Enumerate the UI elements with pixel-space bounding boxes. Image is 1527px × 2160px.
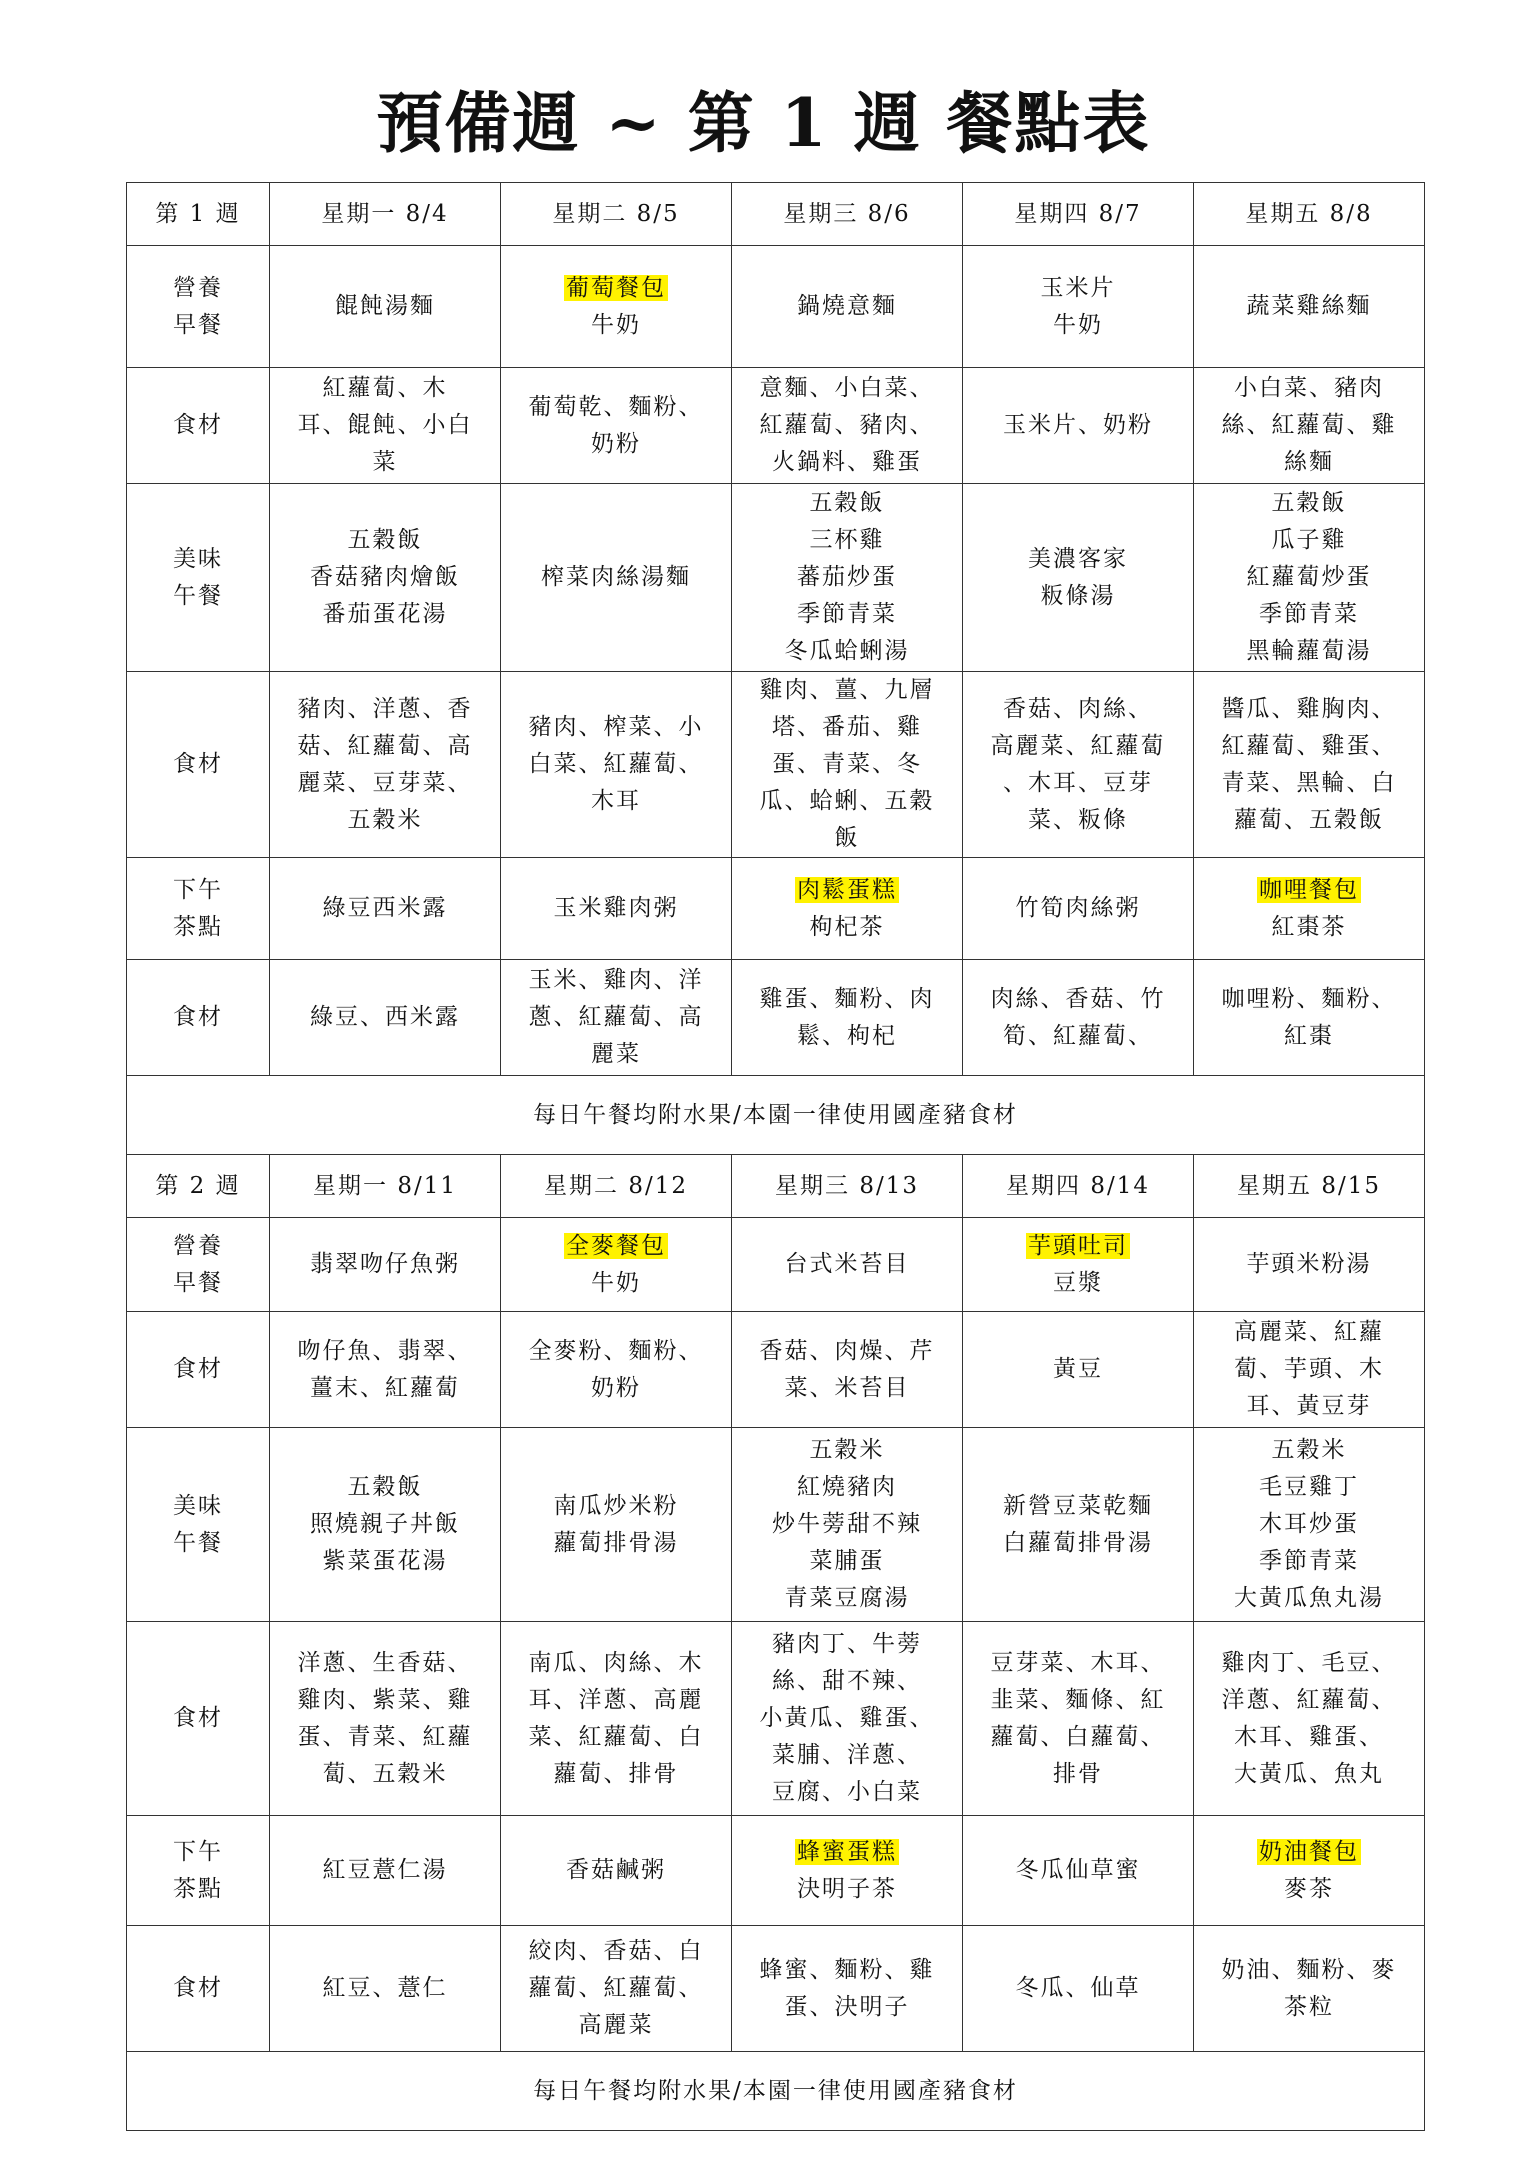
lunch-cell <box>963 1428 1194 1622</box>
ingredients-cell <box>501 1926 732 2052</box>
fruit-note: 每日午餐均附水果/本園一律使用國產豬食材 <box>127 2052 1425 2131</box>
lunch-cell <box>270 1428 501 1622</box>
menu-item: 蔬菜雞絲麵 <box>1246 293 1372 319</box>
lunch-cell <box>501 1428 732 1622</box>
ingredients-text: 意麵、小白菜、 紅蘿蔔、豬肉、 火鍋料、雞蛋 <box>759 375 935 475</box>
highlighted-item: 奶油餐包 <box>1259 1838 1359 1865</box>
snack-cell <box>1194 1816 1425 1926</box>
row-label: 下午 茶點 <box>127 858 270 960</box>
menu-item: 南瓜炒米粉 蘿蔔排骨湯 <box>553 1492 679 1556</box>
ingredients-text: 玉米片、奶粉 <box>1003 412 1153 438</box>
menu-item: 榨菜肉絲湯麵 <box>541 564 691 590</box>
breakfast-cell <box>963 246 1194 368</box>
snack-cell <box>963 1816 1194 1926</box>
ingredients-text: 豬肉、榨菜、小 白菜、紅蘿蔔、 木耳 <box>528 714 704 814</box>
ingredients-text: 高麗菜、紅蘿 蔔、芋頭、木 耳、黃豆芽 <box>1234 1319 1384 1419</box>
ingredients-text: 豬肉丁、牛蒡 絲、甜不辣、 小黃瓜、雞蛋、 菜脯、洋蔥、 豆腐、小白菜 <box>759 1631 935 1805</box>
menu-item: 芋頭米粉湯 <box>1246 1251 1372 1277</box>
row-label: 食材 <box>127 960 270 1076</box>
breakfast-cell <box>501 1218 732 1312</box>
breakfast-cell <box>1194 1218 1425 1312</box>
snack-ing-row <box>127 960 1425 1076</box>
day-header: 星期二 8/5 <box>501 183 732 246</box>
day-header: 星期五 8/8 <box>1194 183 1425 246</box>
row-label: 食材 <box>127 672 270 858</box>
page-title: 預備週 ~ 第 1 週 餐點表 <box>376 84 1151 162</box>
day-header: 星期三 8/6 <box>732 183 963 246</box>
ingredients-text: 香菇、肉絲、 高麗菜、紅蘿蔔 、木耳、豆芽 菜、粄條 <box>990 695 1166 833</box>
fruit-note: 每日午餐均附水果/本園一律使用國產豬食材 <box>127 1076 1425 1155</box>
ingredients-cell <box>1194 1926 1425 2052</box>
highlighted-item: 咖哩餐包 <box>1259 876 1359 903</box>
menu-item: 玉米片 牛奶 <box>1040 274 1116 338</box>
menu-item: 五穀飯 三杯雞 蕃茄炒蛋 季節青菜 冬瓜蛤蜊湯 <box>784 490 910 664</box>
day-header: 星期一 8/4 <box>270 183 501 246</box>
ingredients-text: 紅蘿蔔、木 耳、餛飩、小白 菜 <box>297 375 473 475</box>
highlighted-item: 全麥餐包 <box>566 1232 666 1259</box>
snack-cell <box>270 858 501 960</box>
menu-item: 決明子茶 <box>797 1875 897 1902</box>
ingredients-cell <box>963 672 1194 858</box>
day-header: 星期四 8/14 <box>963 1155 1194 1218</box>
ingredients-text: 南瓜、肉絲、木 耳、洋蔥、高麗 菜、紅蘿蔔、白 蘿蔔、排骨 <box>528 1649 704 1787</box>
ingredients-cell <box>732 672 963 858</box>
snack-cell <box>963 858 1194 960</box>
row-label: 營養 早餐 <box>127 246 270 368</box>
menu-item: 台式米苔目 <box>784 1251 910 1277</box>
menu-item: 紅豆薏仁湯 <box>322 1857 448 1883</box>
menu-item: 紅棗茶 <box>1271 913 1347 940</box>
highlighted-item: 葡萄餐包 <box>566 274 666 301</box>
menu-item: 牛奶 <box>591 311 641 338</box>
snack-cell <box>270 1816 501 1926</box>
snack-cell <box>732 858 963 960</box>
lunch-row <box>127 484 1425 672</box>
ingredients-cell <box>270 960 501 1076</box>
menu-item: 五穀米 紅燒豬肉 炒牛蒡甜不辣 菜脯蛋 青菜豆腐湯 <box>772 1437 922 1611</box>
row-label: 食材 <box>127 1622 270 1816</box>
menu-item: 香菇鹹粥 <box>566 1857 666 1883</box>
ingredients-cell <box>732 960 963 1076</box>
ingredients-text: 綠豆、西米露 <box>310 1004 460 1030</box>
ingredients-text: 吻仔魚、翡翠、 薑末、紅蘿蔔 <box>297 1337 473 1401</box>
ingredients-text: 玉米、雞肉、洋 蔥、紅蘿蔔、高 麗菜 <box>528 967 704 1067</box>
lunch-cell <box>732 484 963 672</box>
breakfast-cell <box>963 1218 1194 1312</box>
ingredients-text: 蜂蜜、麵粉、雞 蛋、決明子 <box>759 1956 935 2020</box>
ingredients-cell <box>1194 1622 1425 1816</box>
ingredients-text: 黃豆 <box>1053 1356 1103 1382</box>
ingredients-cell <box>270 368 501 484</box>
row-label: 營養 早餐 <box>127 1218 270 1312</box>
ingredients-text: 奶油、麵粉、麥 茶粒 <box>1221 1956 1397 2020</box>
menu-item: 綠豆西米露 <box>322 895 448 921</box>
breakfast-cell <box>732 246 963 368</box>
day-header: 星期三 8/13 <box>732 1155 963 1218</box>
lunch-cell <box>501 484 732 672</box>
ingredients-cell <box>270 1622 501 1816</box>
ingredients-text: 全麥粉、麵粉、 奶粉 <box>528 1337 704 1401</box>
snack-cell <box>1194 858 1425 960</box>
day-header: 星期一 8/11 <box>270 1155 501 1218</box>
highlighted-item: 蜂蜜蛋糕 <box>797 1838 897 1865</box>
ingredients-text: 小白菜、豬肉 絲、紅蘿蔔、雞 絲麵 <box>1221 375 1397 475</box>
ingredients-cell <box>501 672 732 858</box>
lunch-cell <box>963 484 1194 672</box>
breakfast-cell <box>732 1218 963 1312</box>
day-header: 星期二 8/12 <box>501 1155 732 1218</box>
snack-cell <box>501 1816 732 1926</box>
menu-item: 五穀米 毛豆雞丁 木耳炒蛋 季節青菜 大黃瓜魚丸湯 <box>1234 1437 1384 1611</box>
ingredients-cell <box>1194 960 1425 1076</box>
breakfast-cell <box>270 1218 501 1312</box>
ingredients-cell <box>501 368 732 484</box>
note-row <box>127 2052 1425 2131</box>
week-label: 第 1 週 <box>127 183 270 246</box>
row-label: 美味 午餐 <box>127 484 270 672</box>
ingredients-cell <box>963 1312 1194 1428</box>
ingredients-cell <box>270 672 501 858</box>
ingredients-text: 紅豆、薏仁 <box>322 1975 448 2001</box>
snack-cell <box>501 858 732 960</box>
lunch-ing-row <box>127 1622 1425 1816</box>
menu-item: 竹筍肉絲粥 <box>1015 895 1141 921</box>
ingredients-cell <box>732 1926 963 2052</box>
row-label: 食材 <box>127 1926 270 2052</box>
ingredients-cell <box>501 1312 732 1428</box>
row-label: 食材 <box>127 1312 270 1428</box>
menu-item: 麥茶 <box>1284 1875 1334 1902</box>
menu-item: 豆漿 <box>1053 1269 1103 1296</box>
menu-item: 翡翠吻仔魚粥 <box>310 1251 460 1277</box>
ingredients-cell <box>963 1622 1194 1816</box>
ingredients-text: 雞蛋、麵粉、肉 鬆、枸杞 <box>759 985 935 1049</box>
ingredients-cell <box>732 1622 963 1816</box>
lunch-cell <box>1194 1428 1425 1622</box>
ingredients-cell <box>501 960 732 1076</box>
ingredients-cell <box>1194 368 1425 484</box>
breakfast-ing-row <box>127 368 1425 484</box>
menu-item: 美濃客家 粄條湯 <box>1028 545 1128 609</box>
day-header: 星期四 8/7 <box>963 183 1194 246</box>
snack-ing-row <box>127 1926 1425 2052</box>
ingredients-text: 冬瓜、仙草 <box>1015 1975 1141 2001</box>
breakfast-cell <box>501 246 732 368</box>
week-header-row <box>127 183 1425 246</box>
ingredients-cell <box>732 368 963 484</box>
lunch-cell <box>270 484 501 672</box>
ingredients-cell <box>963 960 1194 1076</box>
ingredients-text: 香菇、肉燥、芹 菜、米苔目 <box>759 1337 935 1401</box>
breakfast-ing-row <box>127 1312 1425 1428</box>
lunch-row <box>127 1428 1425 1622</box>
breakfast-cell <box>1194 246 1425 368</box>
ingredients-text: 絞肉、香菇、白 蘿蔔、紅蘿蔔、 高麗菜 <box>528 1938 704 2038</box>
ingredients-text: 咖哩粉、麵粉、 紅棗 <box>1221 985 1397 1049</box>
menu-item: 五穀飯 香菇豬肉燴飯 番茄蛋花湯 <box>310 527 460 627</box>
ingredients-cell <box>963 368 1194 484</box>
ingredients-cell <box>270 1926 501 2052</box>
menu-item: 冬瓜仙草蜜 <box>1015 1857 1141 1883</box>
ingredients-text: 豆芽菜、木耳、 韭菜、麵條、紅 蘿蔔、白蘿蔔、 排骨 <box>990 1649 1166 1787</box>
ingredients-cell <box>1194 1312 1425 1428</box>
menu-item: 五穀飯 照燒親子丼飯 紫菜蛋花湯 <box>310 1474 460 1574</box>
week-header-row <box>127 1155 1425 1218</box>
ingredients-text: 肉絲、香菇、竹 筍、紅蘿蔔、 <box>990 985 1166 1049</box>
menu-item: 餛飩湯麵 <box>335 293 435 319</box>
menu-item: 新營豆菜乾麵 白蘿蔔排骨湯 <box>1003 1492 1153 1556</box>
ingredients-text: 葡萄乾、麵粉、 奶粉 <box>528 393 704 457</box>
menu-item: 枸杞茶 <box>809 913 885 940</box>
ingredients-cell <box>270 1312 501 1428</box>
ingredients-text: 醬瓜、雞胸肉、 紅蘿蔔、雞蛋、 青菜、黑輪、白 蘿蔔、五穀飯 <box>1221 695 1397 833</box>
menu-item: 玉米雞肉粥 <box>553 895 679 921</box>
ingredients-text: 雞肉、薑、九層 塔、番茄、雞 蛋、青菜、冬 瓜、蛤蜊、五穀 飯 <box>759 677 935 851</box>
menu-item: 鍋燒意麵 <box>797 293 897 319</box>
week-label: 第 2 週 <box>127 1155 270 1218</box>
ingredients-cell <box>1194 672 1425 858</box>
lunch-cell <box>1194 484 1425 672</box>
snack-row <box>127 858 1425 960</box>
lunch-cell <box>732 1428 963 1622</box>
ingredients-cell <box>732 1312 963 1428</box>
row-label: 下午 茶點 <box>127 1816 270 1926</box>
highlighted-item: 芋頭吐司 <box>1028 1232 1128 1259</box>
ingredients-text: 豬肉、洋蔥、香 菇、紅蘿蔔、高 麗菜、豆芽菜、 五穀米 <box>297 695 473 833</box>
menu-item: 五穀飯 瓜子雞 紅蘿蔔炒蛋 季節青菜 黑輪蘿蔔湯 <box>1246 490 1372 664</box>
highlighted-item: 肉鬆蛋糕 <box>797 876 897 903</box>
menu-item: 牛奶 <box>591 1269 641 1296</box>
ingredients-cell <box>963 1926 1194 2052</box>
menu-table <box>126 182 1425 2131</box>
breakfast-row <box>127 1218 1425 1312</box>
ingredients-cell <box>501 1622 732 1816</box>
row-label: 美味 午餐 <box>127 1428 270 1622</box>
note-row <box>127 1076 1425 1155</box>
breakfast-row <box>127 246 1425 368</box>
row-label: 食材 <box>127 368 270 484</box>
lunch-ing-row <box>127 672 1425 858</box>
snack-cell <box>732 1816 963 1926</box>
breakfast-cell <box>270 246 501 368</box>
ingredients-text: 洋蔥、生香菇、 雞肉、紫菜、雞 蛋、青菜、紅蘿 蔔、五穀米 <box>297 1649 473 1787</box>
snack-row <box>127 1816 1425 1926</box>
ingredients-text: 雞肉丁、毛豆、 洋蔥、紅蘿蔔、 木耳、雞蛋、 大黃瓜、魚丸 <box>1221 1649 1397 1787</box>
day-header: 星期五 8/15 <box>1194 1155 1425 1218</box>
